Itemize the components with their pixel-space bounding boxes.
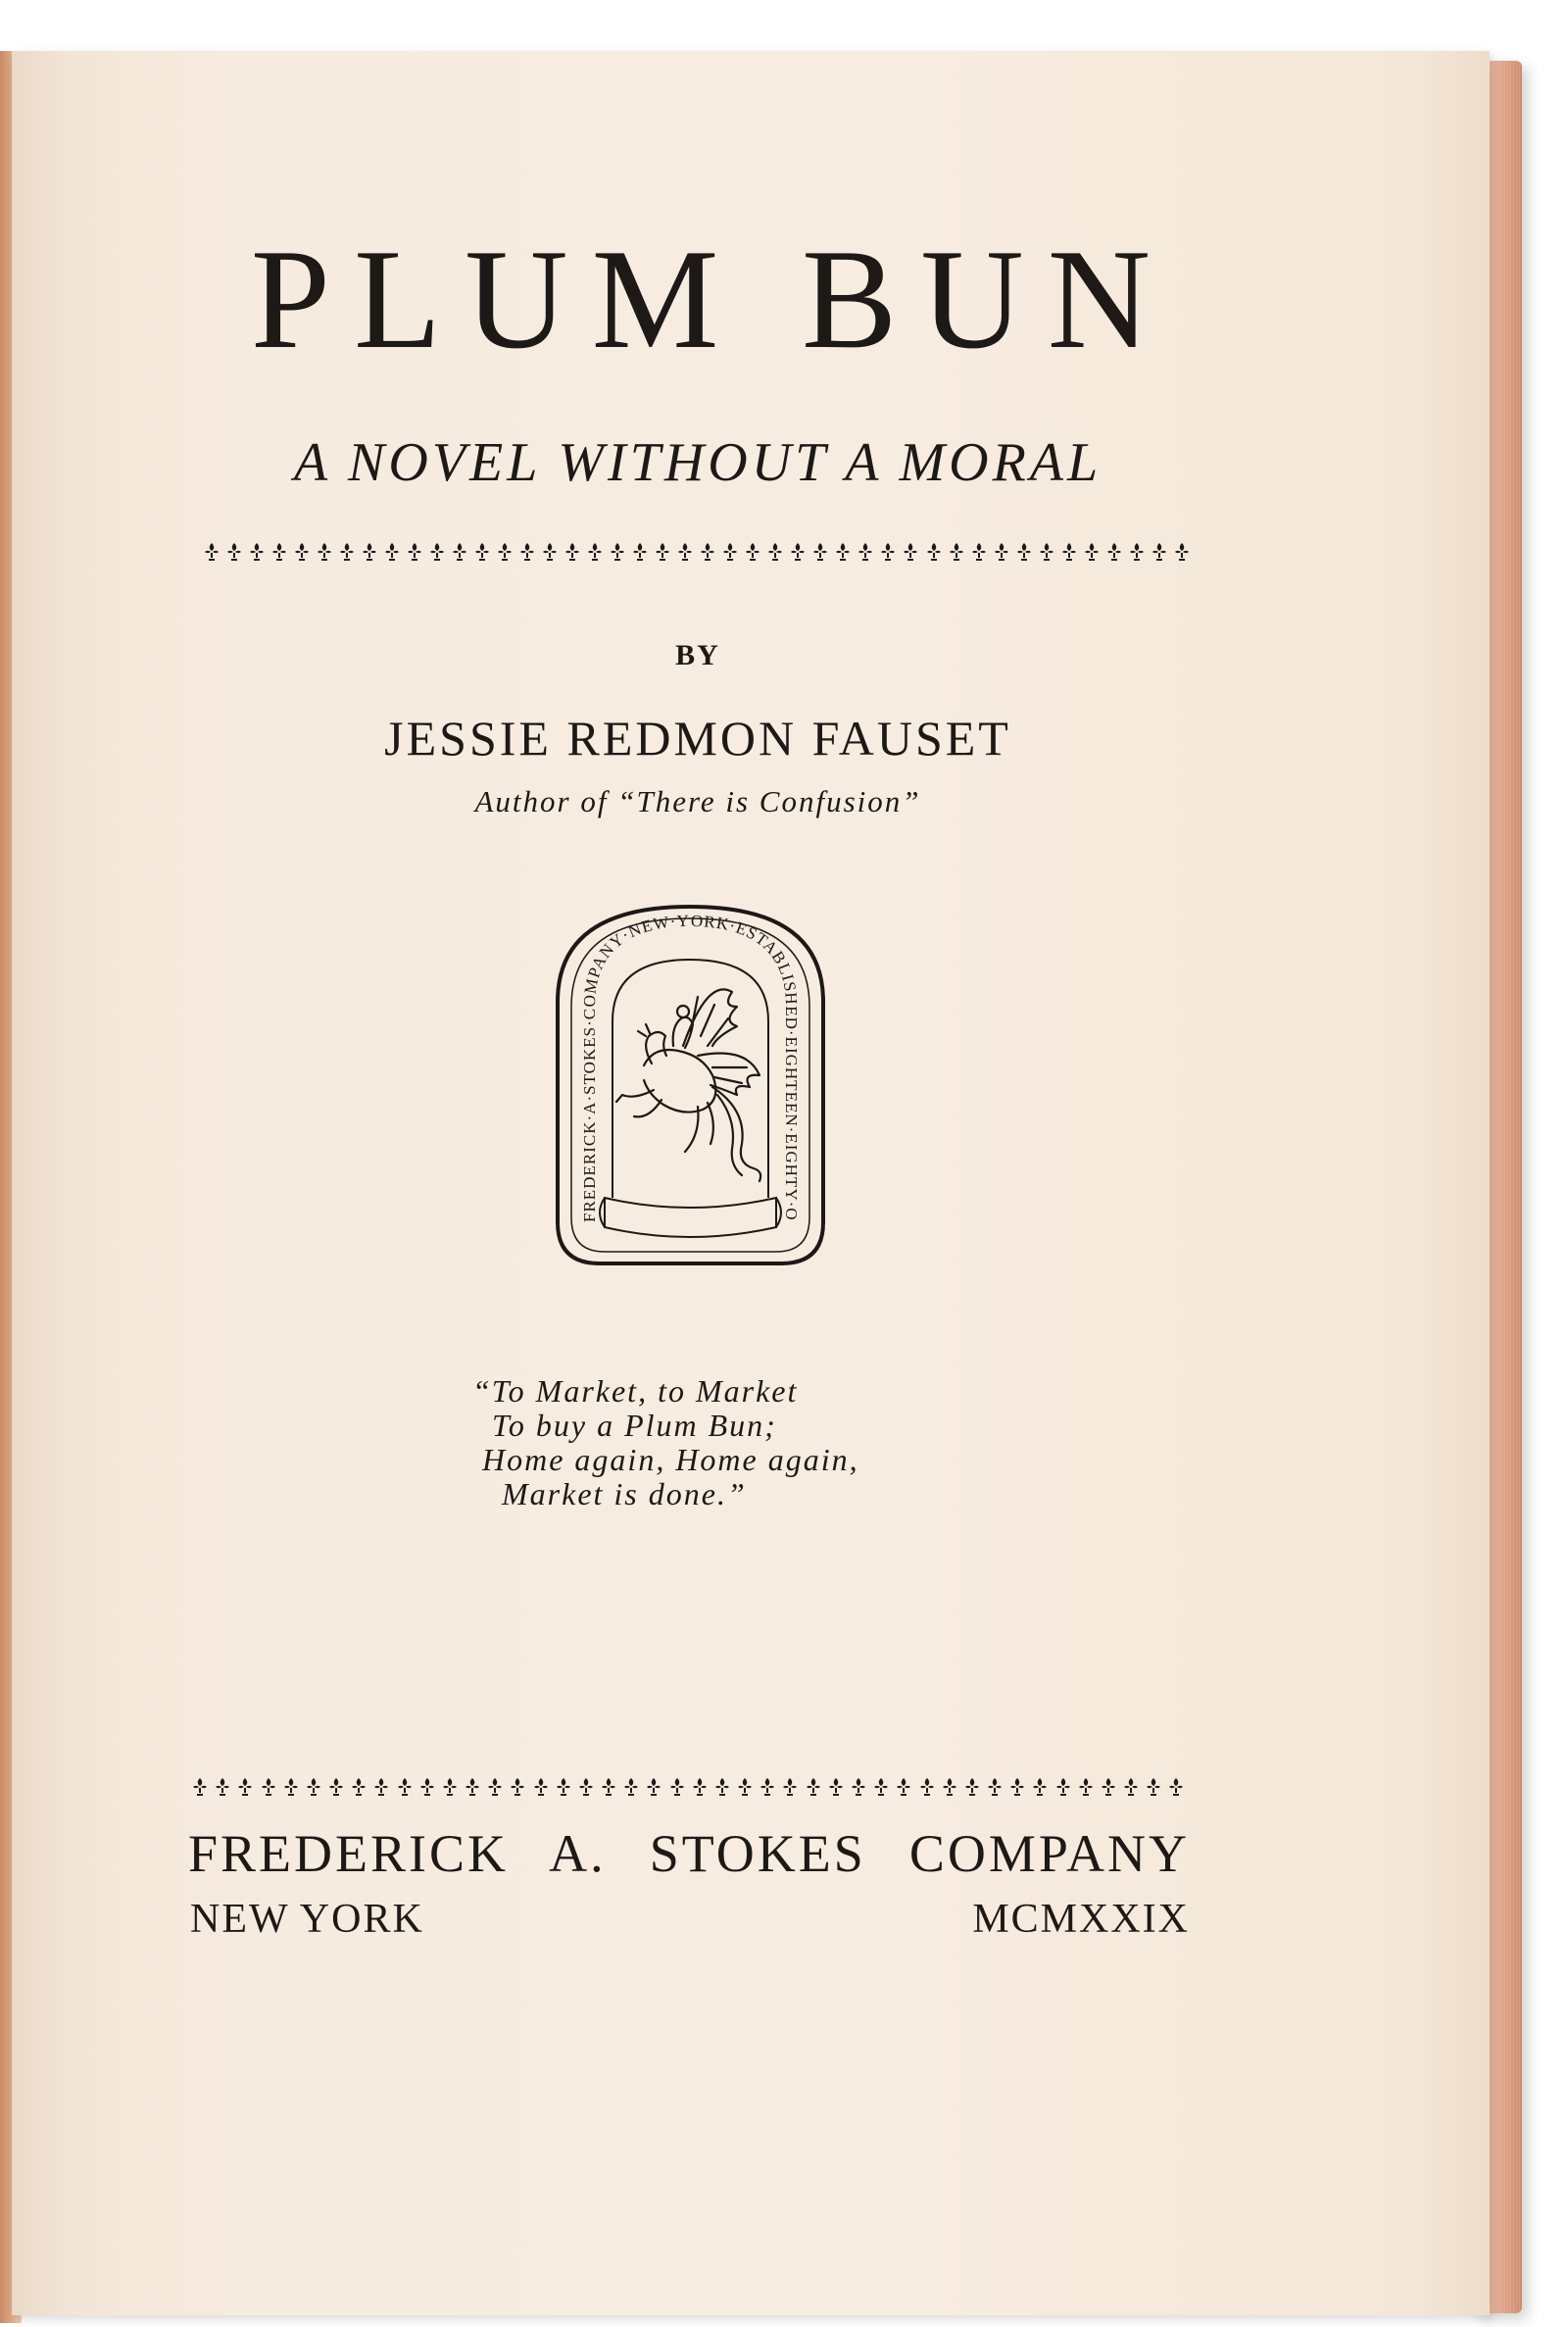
fleuron-icon (305, 1776, 322, 1798)
epigraph (472, 1374, 859, 1511)
ornament-rule-top (203, 537, 1191, 567)
fleuron-icon (1100, 1776, 1117, 1798)
fleuron-icon (713, 1776, 731, 1798)
fleuron-icon (532, 1776, 550, 1798)
fleuron-icon (622, 1776, 640, 1798)
epigraph-line: Home again, Home again, (472, 1442, 859, 1477)
fleuron-icon (879, 541, 897, 563)
author-note: Author of “There is Confusion” (474, 784, 921, 818)
fleuron-icon (361, 541, 378, 563)
fleuron-icon (759, 1776, 776, 1798)
fleuron-icon (872, 1776, 890, 1798)
fleuron-icon (721, 541, 739, 563)
fleuron-icon (1015, 541, 1033, 563)
fleuron-icon (925, 541, 943, 563)
fleuron-icon (316, 541, 333, 563)
fleuron-icon (941, 1776, 958, 1798)
pegasus-seal-icon (536, 899, 845, 1281)
fleuron-icon (918, 1776, 936, 1798)
fleuron-icon (406, 541, 423, 563)
fleuron-icon (1145, 1776, 1162, 1798)
fleuron-icon (699, 541, 716, 563)
publisher-city: NEW YORK (190, 1897, 424, 1942)
fleuron-icon (609, 541, 626, 563)
fleuron-icon (691, 1776, 709, 1798)
book-subtitle: A NOVEL WITHOUT A MORAL (293, 432, 1102, 493)
byline: BY (675, 639, 720, 671)
fleuron-icon (441, 1776, 459, 1798)
fleuron-icon (668, 1776, 686, 1798)
fleuron-icon (428, 541, 446, 563)
fleuron-icon (781, 1776, 799, 1798)
epigraph-line: Market is done.” (472, 1476, 747, 1511)
title-page (12, 51, 1490, 2315)
fleuron-icon (744, 541, 761, 563)
fleuron-icon (338, 541, 356, 563)
fleuron-icon (248, 541, 266, 563)
fleuron-icon (676, 541, 694, 563)
fleuron-icon (766, 541, 784, 563)
fleuron-icon (986, 1776, 1004, 1798)
fleuron-icon (1173, 541, 1191, 563)
fleuron-icon (1054, 1776, 1072, 1798)
fleuron-icon (645, 1776, 662, 1798)
publisher-name: FREDERICK A. STOKES COMPANY (188, 1824, 1190, 1883)
fleuron-icon (464, 1776, 481, 1798)
fleuron-icon (1060, 541, 1078, 563)
fleuron-icon (970, 541, 988, 563)
fleuron-icon (850, 1776, 867, 1798)
fleuron-icon (805, 1776, 822, 1798)
fleuron-icon (214, 1776, 231, 1798)
fleuron-icon (451, 541, 468, 563)
fleuron-icon (236, 1776, 254, 1798)
fleuron-icon (1008, 1776, 1026, 1798)
fleuron-icon (260, 1776, 277, 1798)
fleuron-icon (191, 1776, 209, 1798)
fleuron-icon (600, 1776, 617, 1798)
publication-year: MCMXXIX (972, 1897, 1190, 1942)
fleuron-icon (736, 1776, 754, 1798)
fleuron-icon (509, 1776, 526, 1798)
fleuron-icon (1105, 541, 1123, 563)
fleuron-icon (293, 541, 311, 563)
fleuron-icon (902, 541, 919, 563)
fleuron-icon (789, 541, 807, 563)
fleuron-icon (577, 1776, 595, 1798)
fleuron-icon (555, 1776, 572, 1798)
fleuron-icon (383, 541, 401, 563)
seal-legend: FREDERICK·A·STOKES·COMPANY·NEW·YORK·ESTABLISHED·EIGHTEEN·EIGHTY·O (579, 911, 802, 1222)
fleuron-icon (1038, 541, 1055, 563)
fleuron-icon (518, 541, 536, 563)
fleuron-icon (631, 541, 649, 563)
fleuron-icon (282, 1776, 300, 1798)
fleuron-icon (1031, 1776, 1049, 1798)
epigraph-line: To buy a Plum Bun; (472, 1408, 777, 1443)
fleuron-icon (372, 1776, 390, 1798)
fleuron-icon (811, 541, 829, 563)
fleuron-icon (1122, 1776, 1140, 1798)
fleuron-icon (486, 1776, 504, 1798)
fleuron-icon (895, 1776, 912, 1798)
fleuron-icon (350, 1776, 368, 1798)
fleuron-icon (396, 1776, 414, 1798)
author-name: JESSIE REDMON FAUSET (384, 711, 1011, 766)
fleuron-icon (963, 1776, 981, 1798)
fleuron-icon (541, 541, 559, 563)
book-title: PLUM BUN (250, 220, 1175, 378)
fleuron-icon (496, 541, 514, 563)
fleuron-icon (1077, 1776, 1095, 1798)
fleuron-icon (948, 541, 965, 563)
fleuron-icon (857, 541, 874, 563)
fleuron-icon (203, 541, 220, 563)
fleuron-icon (1151, 541, 1168, 563)
fleuron-icon (827, 1776, 845, 1798)
epigraph-line: “To Market, to Market (472, 1373, 799, 1409)
fleuron-icon (564, 541, 581, 563)
fleuron-icon (1083, 541, 1101, 563)
fleuron-icon (1128, 541, 1146, 563)
fleuron-icon (834, 541, 852, 563)
fleuron-icon (993, 541, 1010, 563)
fleuron-icon (225, 541, 243, 563)
fleuron-icon (473, 541, 491, 563)
fleuron-icon (1167, 1776, 1185, 1798)
publisher-device (536, 899, 845, 1281)
fleuron-icon (327, 1776, 345, 1798)
fleuron-icon (586, 541, 604, 563)
fleuron-icon (654, 541, 671, 563)
ornament-rule-bottom (191, 1772, 1186, 1802)
fleuron-icon (418, 1776, 436, 1798)
fleuron-icon (270, 541, 288, 563)
